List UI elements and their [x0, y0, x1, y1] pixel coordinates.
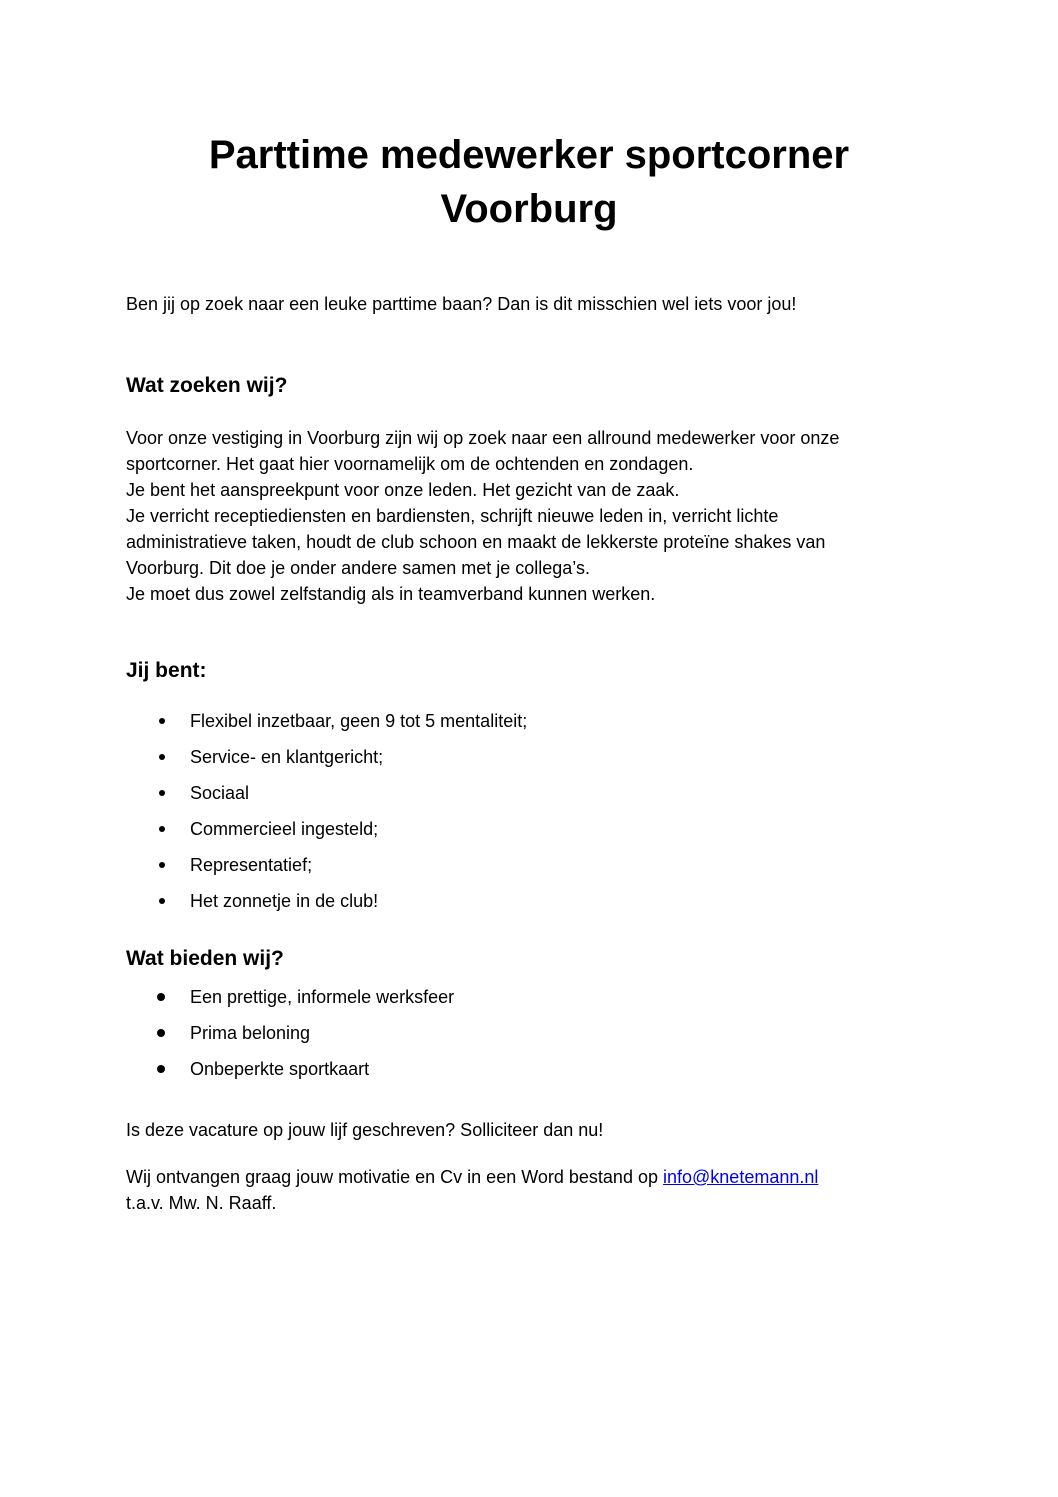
list-item-label: Flexibel inzetbaar, geen 9 tot 5 mentaliteit; — [190, 711, 528, 731]
description-line: administratieve taken, houdt de club schoon en maakt de lekkerste proteïne shakes van — [126, 532, 826, 552]
bullet-icon — [157, 993, 165, 1001]
benefits-list — [126, 984, 926, 1092]
list-item-label: Het zonnetje in de club! — [190, 891, 379, 911]
description-line: Voorburg. Dit doe je onder andere samen met je collega’s. — [126, 558, 590, 578]
description-line: Je bent het aanspreekpunt voor onze leden. Het gezicht van de zaak. — [126, 480, 680, 500]
bullet-icon — [157, 1065, 165, 1073]
list-item-label: Prima beloning — [190, 1023, 311, 1043]
list-item — [126, 888, 926, 924]
bullet-icon — [159, 718, 165, 724]
list-item — [126, 852, 926, 888]
description-line: Voor onze vestiging in Voorburg zijn wij op zoek naar een allround medewerker voor onze — [126, 428, 840, 448]
call-to-action-text: Is deze vacature op jouw lijf geschreven? Solliciteer dan nu! — [126, 1120, 604, 1140]
title-line-1: Parttime medewerker sportcorner — [208, 133, 850, 177]
title-line-2: Voorburg — [440, 187, 618, 231]
attention-line: t.a.v. Mw. N. Raaff. — [126, 1193, 277, 1213]
list-item-label: Onbeperkte sportkaart — [190, 1059, 370, 1079]
contact-line — [126, 1164, 926, 1190]
list-item — [126, 1020, 926, 1056]
bullet-icon — [159, 898, 165, 904]
bullet-icon — [159, 754, 165, 760]
section-heading-jij-bent: Jij bent: — [126, 659, 207, 682]
list-item — [126, 780, 926, 816]
contact-text: Wij ontvangen graag jouw motivatie en Cv in een Word bestand op — [126, 1167, 658, 1187]
bullet-icon — [159, 862, 165, 868]
description-line: sportcorner. Het gaat hier voornamelijk om de ochtenden en zondagen. — [126, 454, 694, 474]
page-title — [0, 128, 1058, 236]
list-item-label: Sociaal — [190, 783, 250, 803]
intro-paragraph: Ben jij op zoek naar een leuke parttime baan? Dan is dit misschien wel iets voor jou! — [126, 294, 797, 314]
bullet-icon — [159, 790, 165, 796]
description-line: Je verricht receptiediensten en bardiensten, schrijft nieuwe leden in, verricht lichte — [126, 506, 779, 526]
list-item — [126, 816, 926, 852]
section-heading-wat-bieden-wij: Wat bieden wij? — [126, 947, 284, 970]
list-item-label: Commercieel ingesteld; — [190, 819, 379, 839]
bullet-icon — [157, 1029, 165, 1037]
list-item — [126, 708, 926, 744]
description-paragraph — [126, 425, 926, 607]
list-item-label: Representatief; — [190, 855, 313, 875]
list-item — [126, 744, 926, 780]
list-item-label: Een prettige, informele werksfeer — [190, 987, 455, 1007]
list-item — [126, 1056, 926, 1092]
description-line: Je moet dus zowel zelfstandig als in teamverband kunnen werken. — [126, 584, 656, 604]
list-item — [126, 984, 926, 1020]
list-item-label: Service- en klantgericht; — [190, 747, 384, 767]
email-link[interactable]: info@knetemann.nl — [663, 1167, 819, 1187]
contact-paragraph — [126, 1164, 926, 1216]
bullet-icon — [159, 826, 165, 832]
requirements-list — [126, 708, 926, 924]
section-heading-wat-zoeken-wij: Wat zoeken wij? — [126, 374, 288, 397]
